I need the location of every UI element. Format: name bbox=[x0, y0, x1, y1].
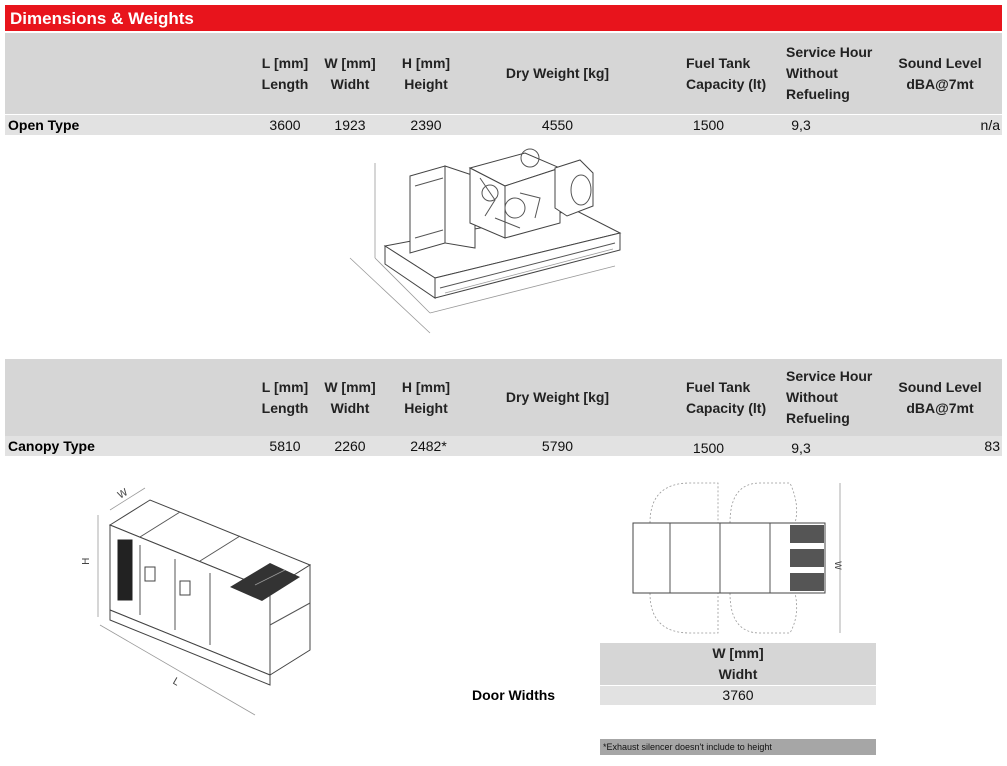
section-title-banner: Dimensions & Weights bbox=[5, 5, 1002, 31]
canopy-header-width: W [mm] Widht bbox=[324, 378, 376, 416]
plan-width-dimension-label: W bbox=[832, 561, 842, 570]
door-widths-label: Door Widths bbox=[472, 687, 556, 703]
header-fuel-tank: Fuel Tank Capacity (lt) bbox=[686, 54, 767, 92]
canopy-type-header-band bbox=[5, 359, 1002, 436]
canopy-width-value: 2260 bbox=[334, 438, 366, 454]
open-type-row bbox=[5, 115, 1002, 135]
canopy-header-height: H [mm] Height bbox=[401, 378, 451, 416]
door-width-header-text: W [mm] Widht bbox=[712, 645, 764, 682]
header-width: W [mm] Widht bbox=[324, 54, 376, 92]
door-plan-drawing bbox=[630, 475, 850, 640]
height-dimension-label: H bbox=[81, 557, 92, 565]
width-dimension-label: W bbox=[116, 487, 131, 502]
exhaust-footnote: *Exhaust silencer doesn't include to height bbox=[600, 739, 876, 755]
canopy-height-value: 2482* bbox=[410, 438, 447, 454]
open-length-value: 3600 bbox=[269, 117, 301, 133]
open-type-header-band bbox=[5, 33, 1002, 114]
header-height: H [mm] Height bbox=[401, 54, 451, 92]
canopy-service-hour-value: 9,3 bbox=[791, 440, 811, 456]
canopy-header-dry-weight: Dry Weight [kg] bbox=[505, 389, 610, 405]
header-service-hour: Service Hour Without Refueling bbox=[786, 44, 873, 102]
open-dry-weight-value: 4550 bbox=[541, 117, 574, 133]
canopy-header-length: L [mm] Length bbox=[261, 378, 309, 416]
canopy-length-value: 5810 bbox=[269, 438, 301, 454]
length-dimension-label: L bbox=[170, 676, 181, 689]
canopy-type-row bbox=[5, 436, 1002, 456]
canopy-dry-weight-value: 5790 bbox=[541, 438, 574, 454]
door-width-header bbox=[600, 643, 876, 685]
open-height-value: 2390 bbox=[410, 117, 442, 133]
canopy-type-label: Canopy Type bbox=[8, 438, 95, 454]
open-type-label: Open Type bbox=[8, 117, 80, 133]
door-width-row bbox=[600, 686, 876, 705]
canopy-header-fuel-tank: Fuel Tank Capacity (lt) bbox=[686, 378, 767, 416]
canopy-fuel-tank-value: 1500 bbox=[692, 440, 725, 456]
open-fuel-tank-value: 1500 bbox=[692, 117, 725, 133]
open-type-genset-drawing bbox=[345, 138, 645, 338]
header-sound-level: Sound Level dBA@7mt bbox=[898, 54, 982, 92]
canopy-genset-drawing bbox=[80, 485, 320, 725]
door-width-value: 3760 bbox=[722, 687, 754, 703]
canopy-header-service-hour: Service Hour Without Refueling bbox=[786, 368, 873, 426]
canopy-header-sound-level: Sound Level dBA@7mt bbox=[898, 378, 982, 416]
canopy-sound-level-value: 83 bbox=[984, 438, 1000, 454]
open-service-hour-value: 9,3 bbox=[791, 117, 811, 133]
open-sound-level-value: n/a bbox=[980, 117, 1000, 133]
open-width-value: 1923 bbox=[334, 117, 366, 133]
header-length: L [mm] Length bbox=[261, 54, 309, 92]
header-dry-weight: Dry Weight [kg] bbox=[505, 65, 610, 81]
